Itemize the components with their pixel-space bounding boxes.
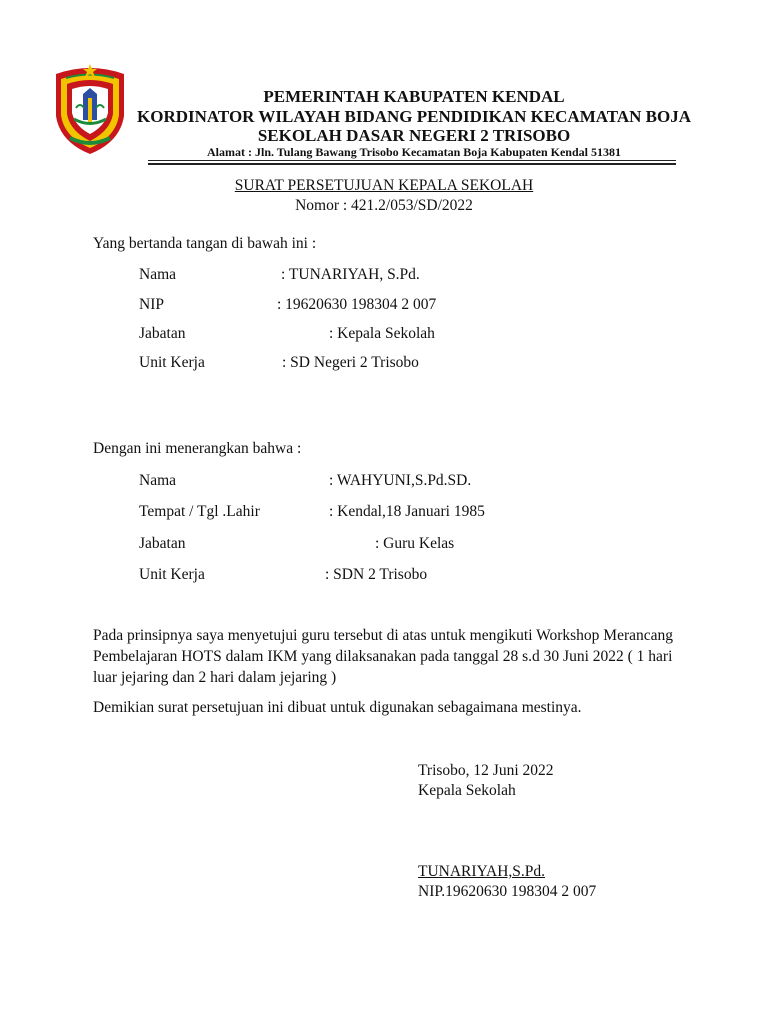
letterhead-address: Alamat : Jln. Tulang Bawang Trisobo Kecamatan Boja Kabupaten Kendal 51381 [207,145,621,159]
signature-nip: NIP.19620630 198304 2 007 [418,883,597,900]
signer-unit-label: Unit Kerja [139,354,205,371]
letterhead-line-school: SEKOLAH DASAR NEGERI 2 TRISOBO [257,126,571,145]
intro-text: Yang bertanda tangan di bawah ini : [93,235,317,252]
signer-nip-value: : 19620630 198304 2 007 [277,296,437,313]
subject-unit-value: : SDN 2 Trisobo [325,566,428,583]
signature-position: Kepala Sekolah [418,782,516,799]
subject-name-value: : WAHYUNI,S.Pd.SD. [329,472,472,489]
body-line-1: Pada prinsipnya saya menyetujui guru tersebut di atas untuk mengikuti Workshop Merancang [93,627,674,644]
subject-birth-label: Tempat / Tgl .Lahir [139,503,260,520]
letterhead-line-coordinator: KORDINATOR WILAYAH BIDANG PENDIDIKAN KECAMATAN BOJA [137,107,691,126]
subject-position-label: Jabatan [139,535,186,552]
signer-position-label: Jabatan [139,325,186,342]
letterhead-line-government: PEMERINTAH KABUPATEN KENDAL [263,87,565,106]
letter-title: SURAT PERSETUJUAN KEPALA SEKOLAH [234,177,534,194]
letterhead-rule-thin [148,160,676,161]
body-line-3: luar jejaring dan 2 hari dalam jejaring ) [93,669,337,686]
letterhead-rule-thick [148,163,676,165]
signer-unit-value: : SD Negeri 2 Trisobo [282,354,419,371]
closing-text: Demikian surat persetujuan ini dibuat untuk digunakan sebagaimana mestinya. [93,699,582,716]
signature-place-date: Trisobo, 12 Juni 2022 [418,762,554,779]
signer-name-value: : TUNARIYAH, S.Pd. [281,266,420,283]
subject-unit-label: Unit Kerja [139,566,205,583]
subject-birth-value: : Kendal,18 Januari 1985 [329,503,485,520]
subject-position-value: : Guru Kelas [375,535,455,552]
statement-intro-text: Dengan ini menerangkan bahwa : [93,440,302,457]
body-line-2: Pembelajaran HOTS dalam IKM yang dilaksanakan pada tanggal 28 s.d 30 Juni 2022 ( 1 hari [93,648,673,665]
signer-name-label: Nama [139,266,177,283]
subject-name-label: Nama [139,472,177,489]
letter-number: Nomor : 421.2/053/SD/2022 [295,197,473,214]
signer-nip-label: NIP [139,296,164,313]
signer-position-value: : Kepala Sekolah [329,325,435,342]
signature-name: TUNARIYAH,S.Pd. [418,863,546,880]
